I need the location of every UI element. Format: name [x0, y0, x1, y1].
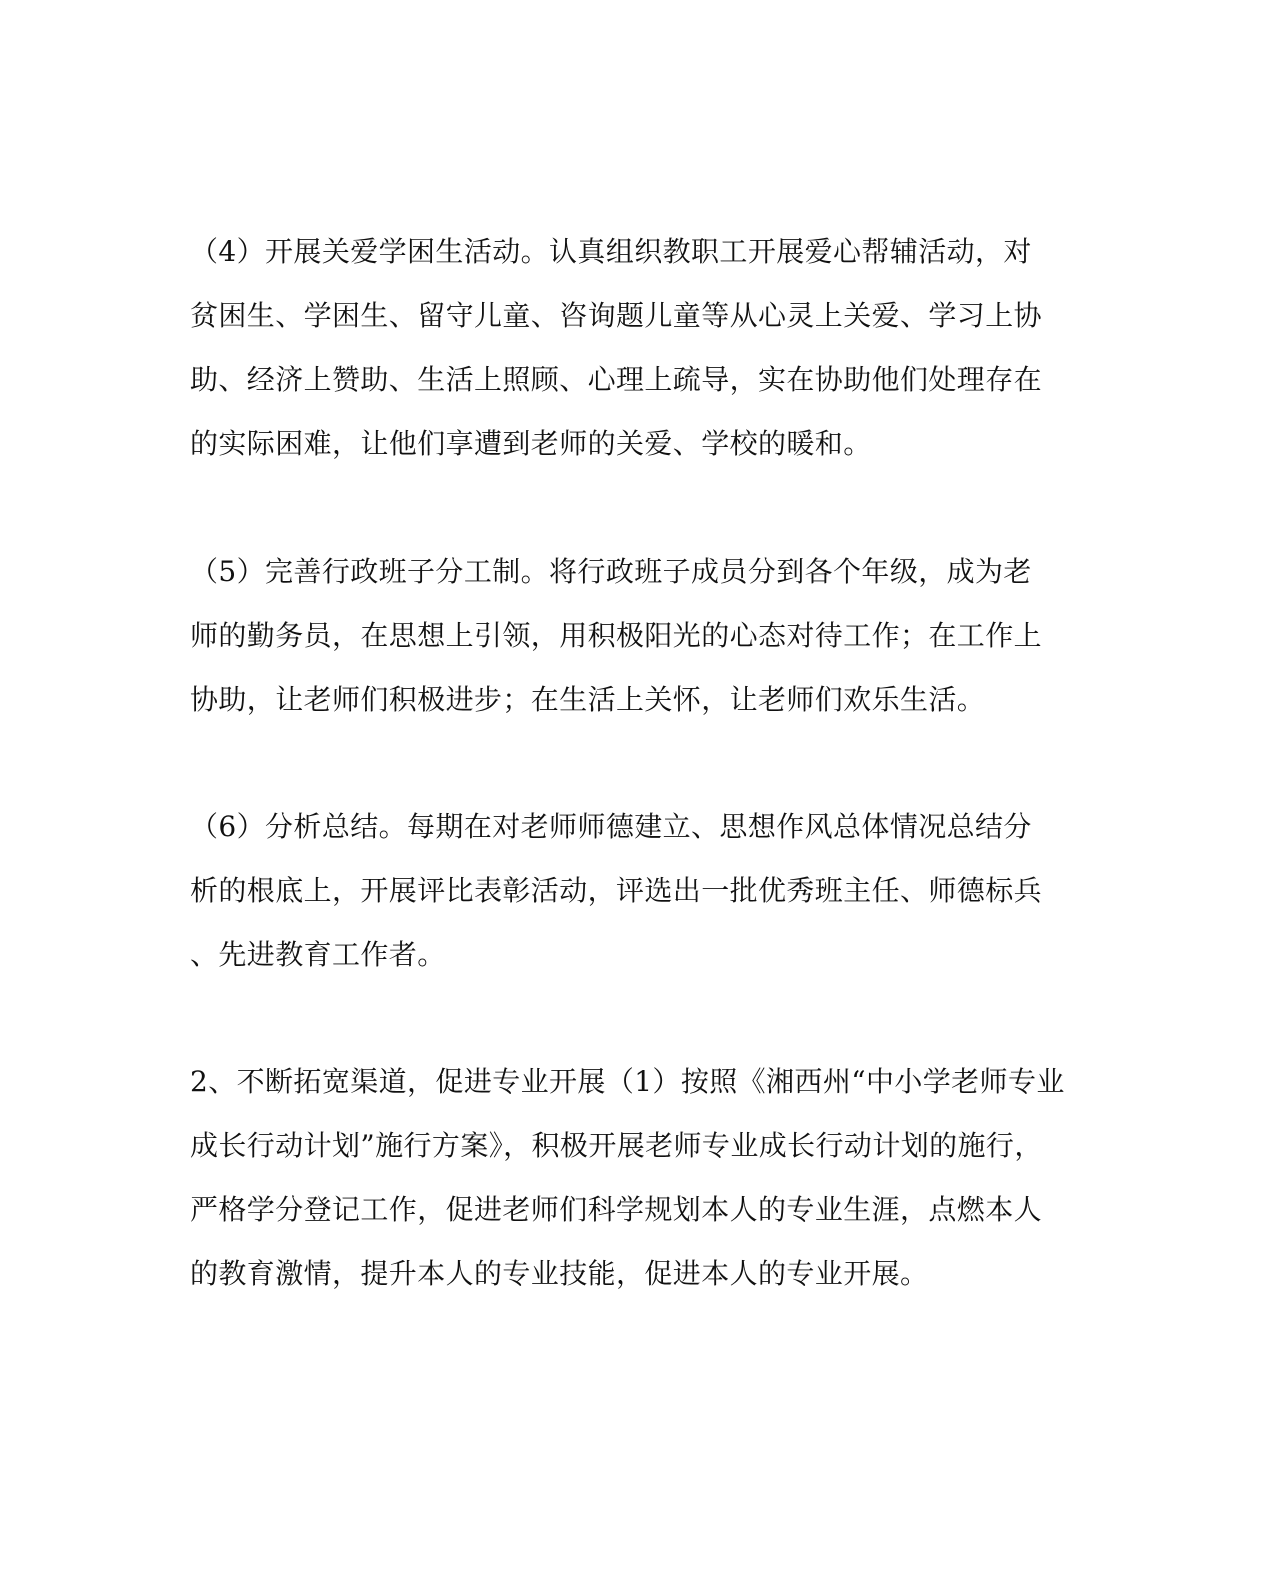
text-line: 助、经济上赞助、生活上照顾、心理上疏导，实在协助他们处理存在 — [190, 363, 1043, 396]
text-line: （4）开展关爱学困生活动。认真组织教职工开展爱心帮辅活动，对 — [190, 235, 1032, 268]
text-line: 析的根底上，开展评比表彰活动，评选出一批优秀班主任、师德标兵 — [190, 874, 1043, 907]
text-line: （6）分析总结。每期在对老师师德建立、思想作风总体情况总结分 — [190, 810, 1032, 843]
text-line: （5）完善行政班子分工制。将行政班子成员分到各个年级，成为老 — [190, 555, 1032, 588]
text-line: 师的勤务员，在思想上引领，用积极阳光的心态对待工作；在工作上 — [190, 619, 1043, 652]
text-line: 成长行动计划”施行方案》，积极开展老师专业成长行动计划的施行， — [190, 1129, 1043, 1162]
paragraph-analysis-summary — [190, 795, 1070, 987]
text-line: 协助，让老师们积极进步；在生活上关怀，让老师们欢乐生活。 — [190, 683, 986, 716]
paragraph-admin-team-division — [190, 540, 1070, 732]
paragraph-professional-development — [190, 1050, 1070, 1306]
text-line: 严格学分登记工作，促进老师们科学规划本人的专业生涯，点燃本人 — [190, 1193, 1043, 1226]
paragraph-care-struggling-students — [190, 220, 1070, 476]
text-line: 的教育激情，提升本人的专业技能，促进本人的专业开展。 — [190, 1257, 929, 1290]
text-line: 贫困生、学困生、留守儿童、咨询题儿童等从心灵上关爱、学习上协 — [190, 299, 1043, 332]
text-line: 2、不断拓宽渠道，促进专业开展（1）按照《湘西州“中小学老师专业 — [190, 1065, 1065, 1098]
text-line: 的实际困难，让他们享遭到老师的关爱、学校的暖和。 — [190, 427, 872, 460]
text-line: 、先进教育工作者。 — [190, 938, 446, 971]
